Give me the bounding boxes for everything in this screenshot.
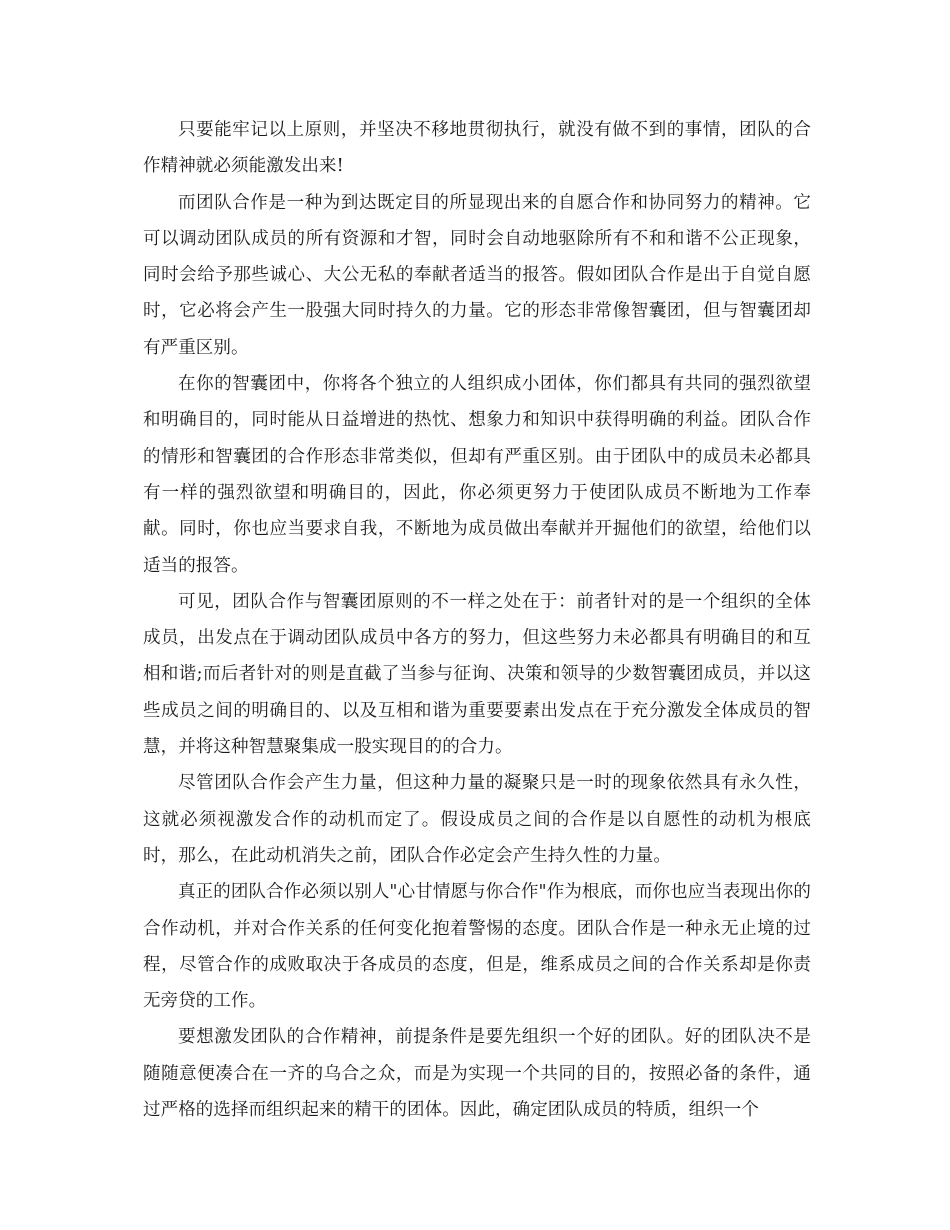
paragraph-1: 只要能牢记以上原则，并坚决不移地贯彻执行，就没有做不到的事情，团队的合作精神就必须能激发出来! [143,120,811,177]
paragraph-3: 在你的智囊团中，你将各个独立的人组织成小团体，你们都具有共同的强烈欲望和明确目的，同时能从日益增进的热忱、想象力和知识中获得明确的利益。团队合作的情形和智囊团的合作形态非常类似，但却有严重区别。由于团队中的成员未必都具有一样的强烈欲望和明确目的，因此，你必须更努力于使团队成员不断地为工作奉献。同时，你也应当要求自我，不断地为成员做出奉献并开掘他们的欲望，给他们以适当的报答。 [143,374,811,576]
paragraph-5: 尽管团队合作会产生力量，但这种力量的凝聚只是一时的现象依然具有永久性，这就必须视激发合作的动机而定了。假设成员之间的合作是以自愿性的动机为根底时，那么，在此动机消失之前，团队合作必定会产生持久性的力量。 [143,773,811,866]
document-body [143,112,811,1128]
paragraph-6: 真正的团队合作必须以别人"心甘情愿与你合作"作为根底，而你也应当表现出你的合作动机，并对合作关系的任何变化抱着警惕的态度。团队合作是一种永无止境的过程，尽管合作的成败取决于各成员的态度，但是，维系成员之间的合作关系却是你责无旁贷的工作。 [143,882,811,1012]
paragraph-4: 可见，团队合作与智囊团原则的不一样之处在于：前者针对的是一个组织的全体成员，出发点在于调动团队成员中各方的努力，但这些努力未必都具有明确目的和互相和谐;而后者针对的则是直截了当参与征询、决策和领导的少数智囊团成员，并以这些成员之间的明确目的、以及互相和谐为重要要素出发点在于充分激发全体成员的智慧，并将这种智慧聚集成一股实现目的的合力。 [143,591,811,758]
paragraph-2: 而团队合作是一种为到达既定目的所显现出来的自愿合作和协同努力的精神。它可以调动团队成员的所有资源和才智，同时会自动地驱除所有不和和谐不公正现象，同时会给予那些诚心、大公无私的奉献者适当的报答。假如团队合作是出于自觉自愿时，它必将会产生一股强大同时持久的力量。它的形态非常像智囊团，但与智囊团却有严重区别。 [143,192,811,358]
paragraph-7: 要想激发团队的合作精神，前提条件是要先组织一个好的团队。好的团队决不是随随意便凑合在一齐的乌合之众，而是为实现一个共同的目的，按照必备的条件，通过严格的选择而组织起来的精干的团体。因此，确定团队成员的特质，组织一个 [143,1027,811,1121]
